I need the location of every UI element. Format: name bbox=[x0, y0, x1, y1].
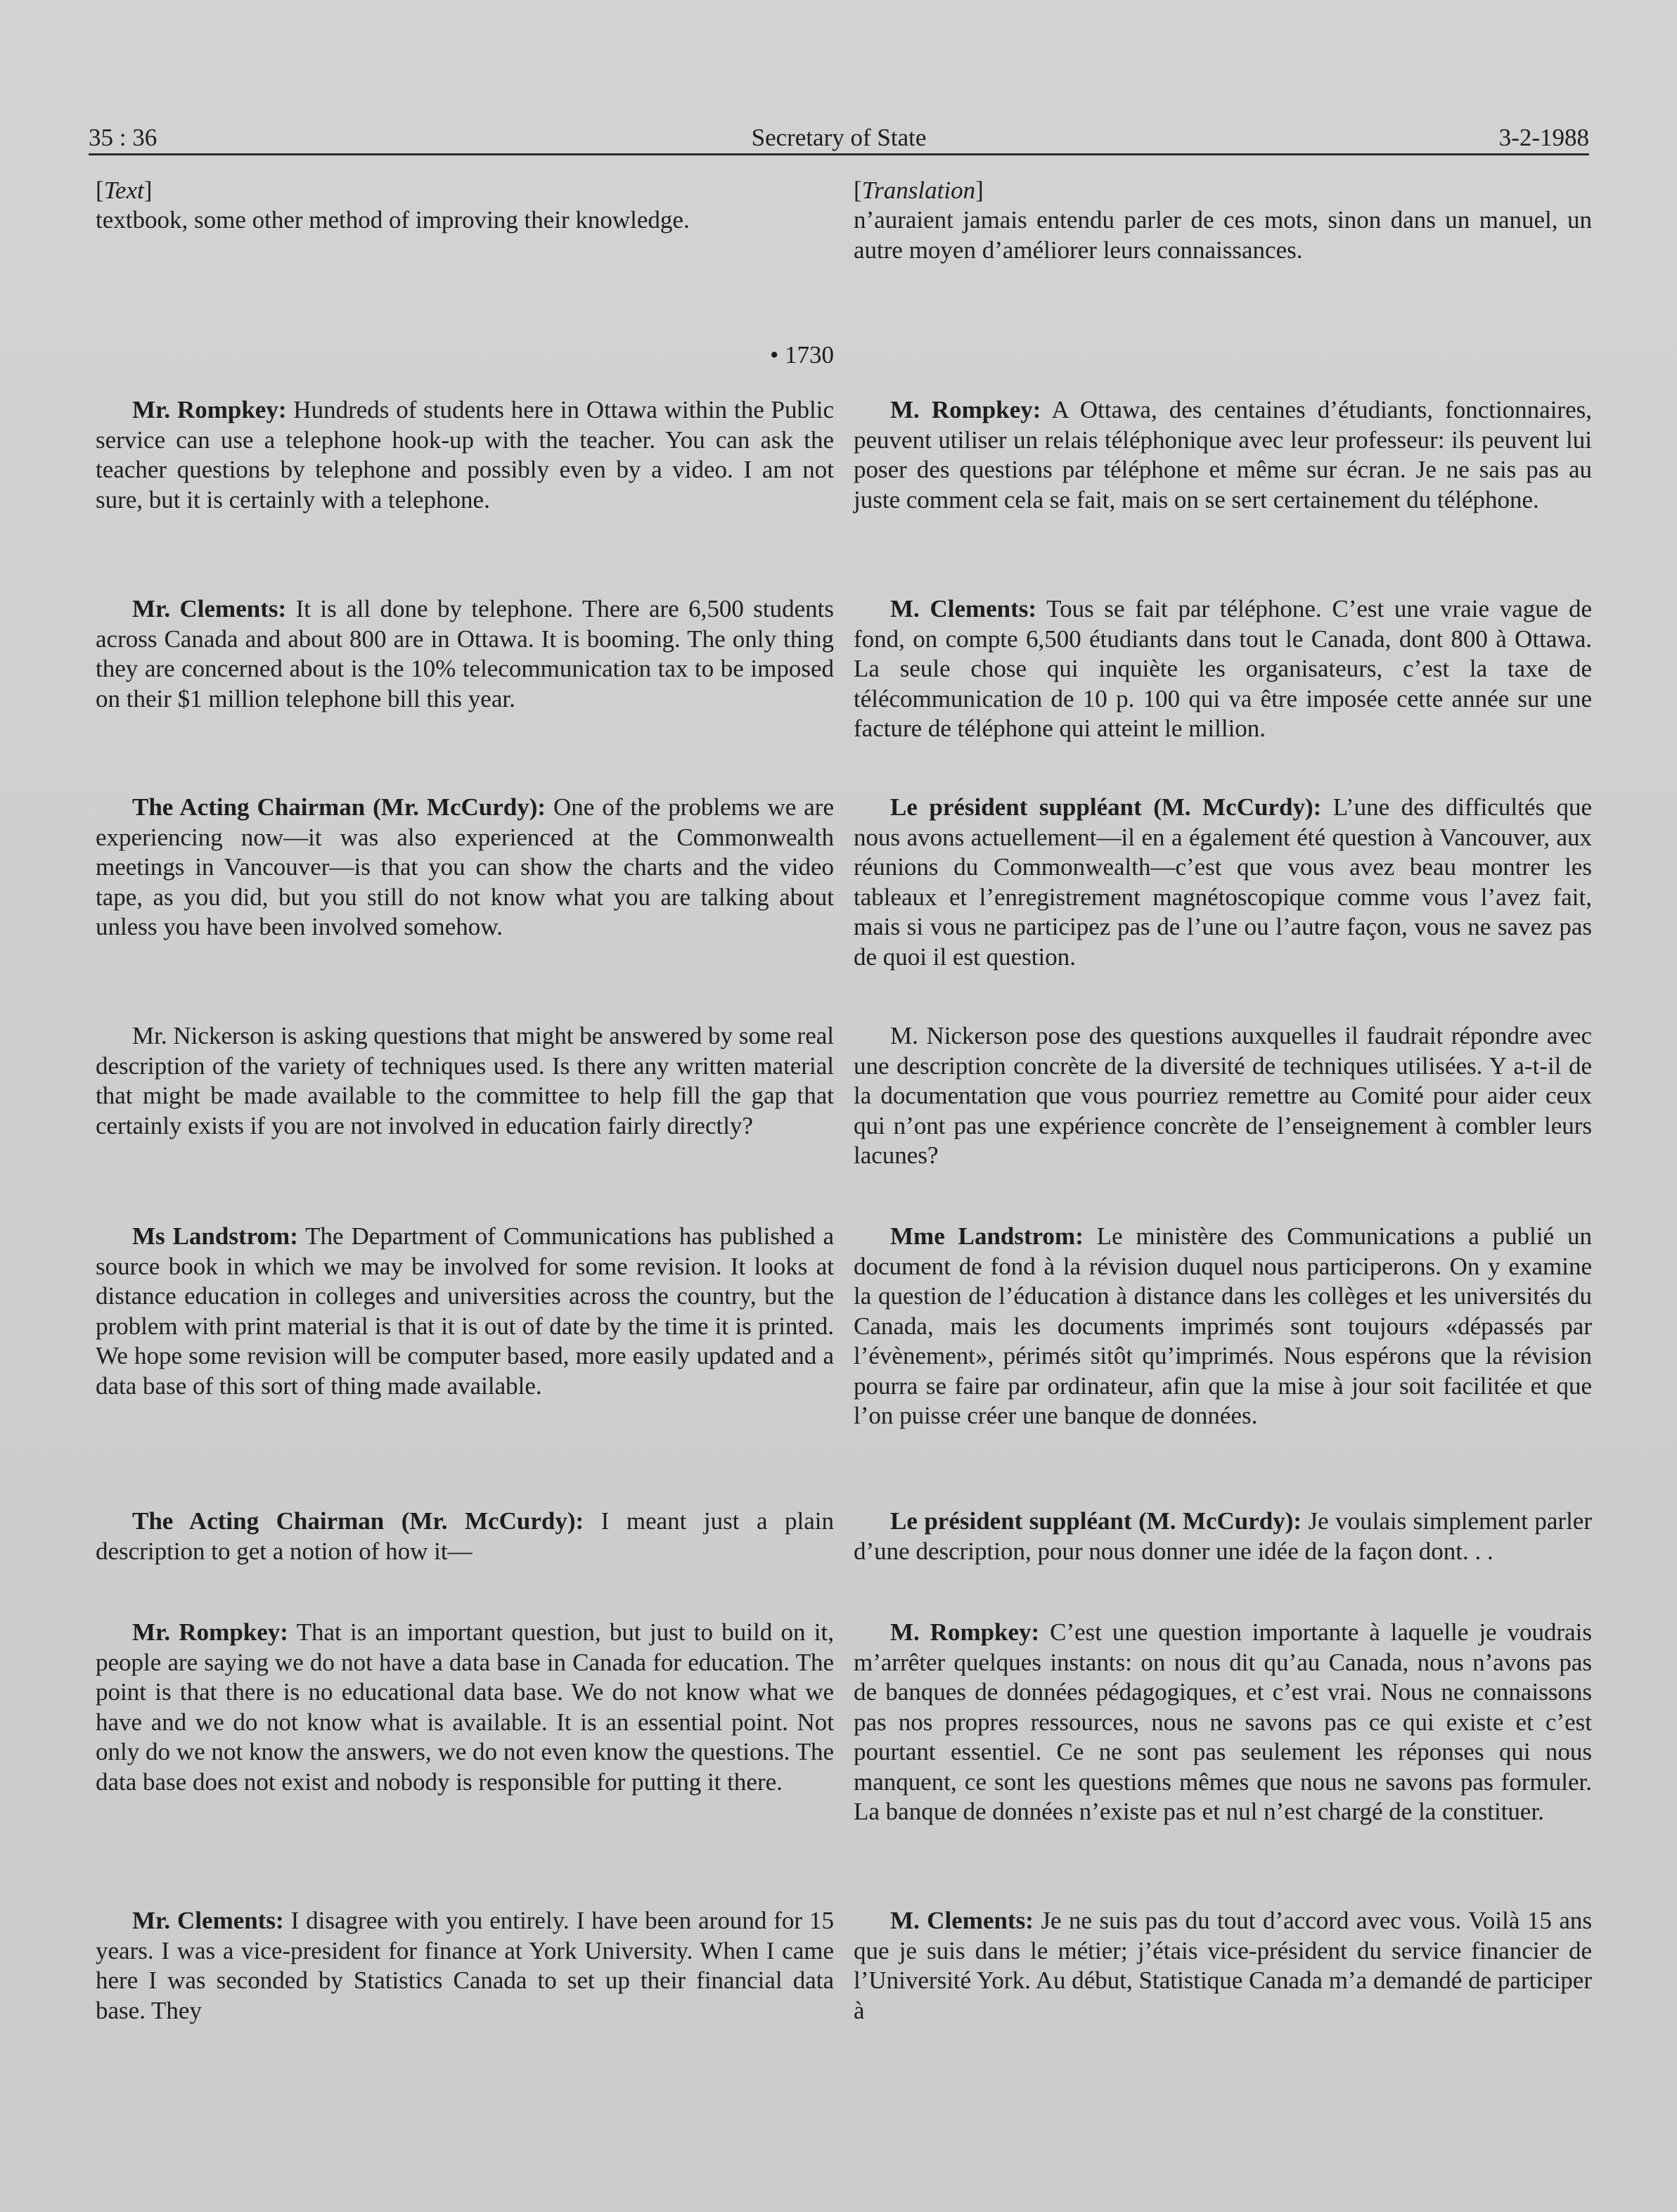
english-column bbox=[96, 176, 835, 2024]
speaker-name: Mme Landstrom: bbox=[890, 1222, 1084, 1250]
speech-rompkey-2 bbox=[96, 1618, 834, 1797]
speaker-name: The Acting Chairman (Mr. McCurdy): bbox=[132, 1507, 584, 1535]
speech-text: Le ministère des Communications a publié un document de fond à la révision duquel nous participerons. On y examine la question de l’éducation à distance dans les collèges et les universités du Canada, mais les documents imprimés sont toujours «dépassés par l’évènement», périmés sitôt qu’imprimés. Nous espérons que la révision pourra se faire par ordinateur, afin que la mise à jour soit facilitée et que l’on puisse créer une banque de données. bbox=[854, 1222, 1592, 1429]
speech-rompkey-2 bbox=[854, 1618, 1592, 1827]
speech-landstrom bbox=[854, 1222, 1592, 1431]
speech-rompkey-1 bbox=[96, 395, 834, 515]
speaker-name: Mr. Rompkey: bbox=[132, 1618, 288, 1646]
continued-paragraph bbox=[854, 205, 1592, 265]
speech-text: Tous se fait par téléphone. C’est une vraie vague de fond, on compte 6,500 étudiants dans tout le Canada, dont 800 à Ottawa. La seule chose qui inquiète les organisateurs, c’est la taxe de télécommunication de 10 p. 100 qui va être imposée cette année sur une facture de téléphone qui atteint le million. bbox=[854, 595, 1593, 742]
speech-text: Hundreds of students here in Ottawa within the Public service can use a telephone hook-up with the teacher. You can ask the teacher questions by telephone and possibly even by a video. I am not sure, but it is certainly with a telephone. bbox=[96, 396, 834, 513]
paragraph-text: n’auraient jamais entendu parler de ces mots, sinon dans un manuel, un autre moyen d’améliorer leurs connaissances. bbox=[854, 206, 1592, 264]
speech-clements-1 bbox=[854, 594, 1592, 744]
paragraph-nickerson bbox=[854, 1021, 1592, 1171]
speech-landstrom bbox=[96, 1222, 834, 1401]
speech-text: Je ne suis pas du tout d’accord avec vous. Voilà 15 ans que je suis dans le métier; j’étais vice-président du service financier de l’Université York. Au début, Statistique Canada m’a demandé de participer à bbox=[854, 1907, 1593, 2024]
continued-paragraph bbox=[96, 205, 834, 236]
paragraph-text: textbook, some other method of improving their knowledge. bbox=[96, 206, 690, 234]
speaker-name: The Acting Chairman (Mr. McCurdy): bbox=[132, 793, 546, 821]
language-tag-translation: [Translation] bbox=[854, 177, 984, 204]
speech-text: It is all done by telephone. There are 6,500 students across Canada and about 800 are in Ottawa. It is booming. The only thing they are concerned about is the 10% telecommunication tax to be imposed on their $1 million telephone bill this year. bbox=[96, 595, 835, 712]
speech-text: Mr. Nickerson is asking questions that might be answered by some real description of the variety of techniques used. Is there any written material that might be made available to the committee to help fill the gap that certainly exists if you are not involved in education fairly directly? bbox=[96, 1022, 834, 1139]
speech-text: The Department of Communications has published a source book in which we may be involved for some revision. It looks at distance education in colleges and universities across the country, but the problem with print material is that it is out of date by the time it is printed. We hope some revision will be computer based, more easily updated and a data base of this sort of thing made available. bbox=[96, 1222, 835, 1400]
speaker-name: Le président suppléant (M. McCurdy): bbox=[890, 793, 1322, 821]
speaker-name: M. Rompkey: bbox=[890, 396, 1041, 423]
speech-clements-2 bbox=[96, 1906, 834, 2026]
running-header bbox=[89, 121, 1589, 155]
speech-mccurdy-2 bbox=[854, 1507, 1592, 1566]
speech-text: I meant just a plain description to get a notion of how it— bbox=[96, 1507, 835, 1565]
language-tag-text: [Text] bbox=[96, 177, 153, 204]
paragraph-nickerson bbox=[96, 1021, 834, 1141]
speaker-name: Ms Landstrom: bbox=[132, 1222, 298, 1250]
speech-text: One of the problems we are experiencing now—it was also experienced at the Commonwealth meetings in Vancouver—is that you can show the charts and the video tape, as you did, but you still do not know what you are talking about unless you have been involved somehow. bbox=[96, 793, 834, 940]
french-column bbox=[854, 176, 1593, 2024]
speaker-name: Le président suppléant (M. McCurdy): bbox=[890, 1507, 1302, 1535]
speech-text: I disagree with you entirely. I have been around for 15 years. I was a vice-president for finance at York University. When I came here I was seconded by Statistics Canada to set up their financial data base. They bbox=[96, 1907, 834, 2024]
header-rule bbox=[89, 153, 1589, 155]
speech-clements-1 bbox=[96, 594, 834, 714]
speaker-name: Mr. Clements: bbox=[132, 1907, 284, 1934]
speech-text: C’est une question importante à laquelle je voudrais m’arrêter quelques instants: on nous dit qu’au Canada, nous n’avons pas de banques de données pédagogiques, et c’est vrai. Nous ne connaissons pas nos propres ressources, nous ne savons pas ce qui existe et c’est pourtant essentiel. Ce ne sont pas seulement les réponses qui nous manquent, ce sont les questions mêmes que nous ne savons pas formuler. La banque de données n’existe pas et nul n’est chargé de la constituer. bbox=[854, 1618, 1592, 1825]
speech-text: A Ottawa, des centaines d’étudiants, fonctionnaires, peuvent utiliser un relais téléphonique avec leur professeur: ils peuvent lui poser des questions par téléphone et même sur écran. Je ne sais pas au juste comment cela se fait, mais on se sert certainement du téléphone. bbox=[854, 396, 1592, 513]
speech-text: M. Nickerson pose des questions auxquelles il faudrait répondre avec une description concrète de la diversité de techniques utilisées. Y a-t-il de la documentation que vous pourriez remettre au Comité pour aider ceux qui n’ont pas une expérience concrète de l’enseignement à combler leurs lacunes? bbox=[854, 1022, 1592, 1169]
header-date: 3-2-1988 bbox=[1498, 124, 1589, 151]
speaker-name: M. Clements: bbox=[890, 1907, 1034, 1934]
speech-clements-2 bbox=[854, 1906, 1592, 2026]
speech-mccurdy-2 bbox=[96, 1507, 834, 1566]
speech-text: That is an important question, but just to build on it, people are saying we do not have a data base in Canada for education. The point is that there is no educational data base. We do not know what we have and we do not know what is available. It is an essential point. Not only do we not know the answers, we do not even know the questions. The data base does not exist and nobody is responsible for putting it there. bbox=[96, 1618, 834, 1796]
speech-text: Je voulais simplement parler d’une description, pour nous donner une idée de la façon dont. . . bbox=[854, 1507, 1592, 1565]
speech-mccurdy-1 bbox=[854, 793, 1592, 972]
time-stamp: • 1730 bbox=[769, 341, 834, 369]
speech-text: L’une des difficultés que nous avons actuellement—il en a également été question à Vancouver, aux réunions du Commonwealth—c’est que vous avez beau montrer les tableaux et l’enregistrement magnétoscopique comme vous l’avez fait, mais si vous ne participez pas de l’une ou l’autre façon, vous ne savez pas de quoi il est question. bbox=[854, 793, 1592, 971]
page-folio: 35 : 36 bbox=[89, 124, 158, 151]
speaker-name: M. Rompkey: bbox=[890, 1618, 1040, 1646]
speaker-name: Mr. Rompkey: bbox=[132, 396, 287, 423]
speaker-name: Mr. Clements: bbox=[132, 595, 287, 622]
header-title: Secretary of State bbox=[751, 124, 927, 151]
speech-rompkey-1 bbox=[854, 395, 1592, 515]
speech-mccurdy-1 bbox=[96, 793, 834, 942]
speaker-name: M. Clements: bbox=[890, 595, 1037, 622]
